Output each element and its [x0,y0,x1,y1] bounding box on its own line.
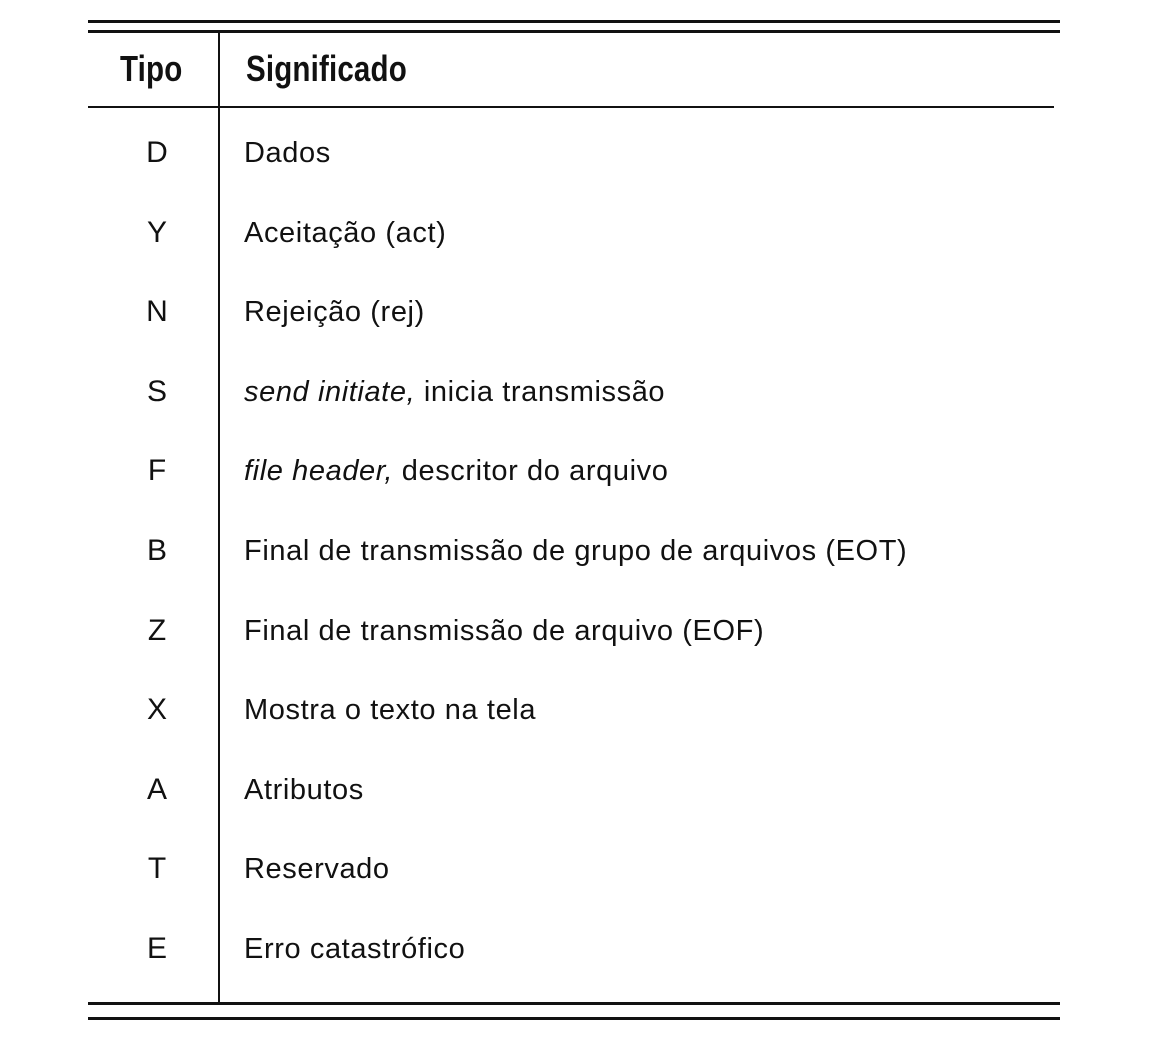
tipo-cell: E [146,932,167,965]
table-row [0,531,1152,571]
tipo-cell: D [146,136,168,169]
significado-cell [244,770,364,810]
table-row [0,372,1152,412]
table-row [0,690,1152,730]
table-top-rule [88,20,1060,23]
header-tipo: Tipo [120,48,183,89]
significado-italic-term: send initiate, [244,375,416,408]
significado-text: Atributos [244,773,364,806]
table-bottom-rule-inner [88,1002,1060,1005]
significado-text: Aceitação (act) [244,216,447,249]
table-row [0,213,1152,253]
significado-cell [244,213,446,253]
tipo-cell: X [146,693,167,727]
header-separator-rule [88,106,1054,108]
table-bottom-rule [88,1017,1060,1020]
significado-text: Reservado [244,853,390,886]
significado-text: inicia transmissão [415,375,666,408]
tipo-cell: T [147,852,167,886]
tipo-cell: B [146,534,167,567]
significado-cell [244,451,668,491]
significado-cell [244,531,907,571]
significado-cell [244,690,536,730]
significado-cell [244,929,465,969]
significado-text: Final de transmissão de arquivo (EOF) [244,614,765,647]
significado-cell [244,292,425,332]
table-row [0,929,1152,969]
tipo-cell: Y [146,215,167,249]
table-row [0,611,1152,651]
table-row [0,770,1152,810]
table-row [0,849,1152,889]
significado-cell [244,372,665,412]
significado-text: descritor do arquivo [393,455,669,488]
tipo-cell: N [146,295,168,329]
significado-text: Mostra o texto na tela [244,694,537,727]
significado-italic-term: file header, [244,455,394,488]
tipo-cell: F [147,454,167,488]
significado-text: Rejeição (rej) [244,296,425,329]
significado-cell [244,611,764,651]
header-significado: Significado [246,48,407,89]
table-row [0,292,1152,332]
significado-text: Dados [244,137,331,169]
table-top-rule-inner [88,30,1060,33]
significado-cell [244,133,331,173]
significado-cell [244,849,390,889]
tipo-cell: Z [147,613,167,647]
significado-text: Final de transmissão de grupo de arquivos (EOT) [244,535,908,567]
tipo-cell: S [146,374,167,408]
tipo-cell: A [146,772,167,806]
significado-text: Erro catastrófico [244,933,466,965]
table-row [0,451,1152,491]
table-row [0,133,1152,173]
